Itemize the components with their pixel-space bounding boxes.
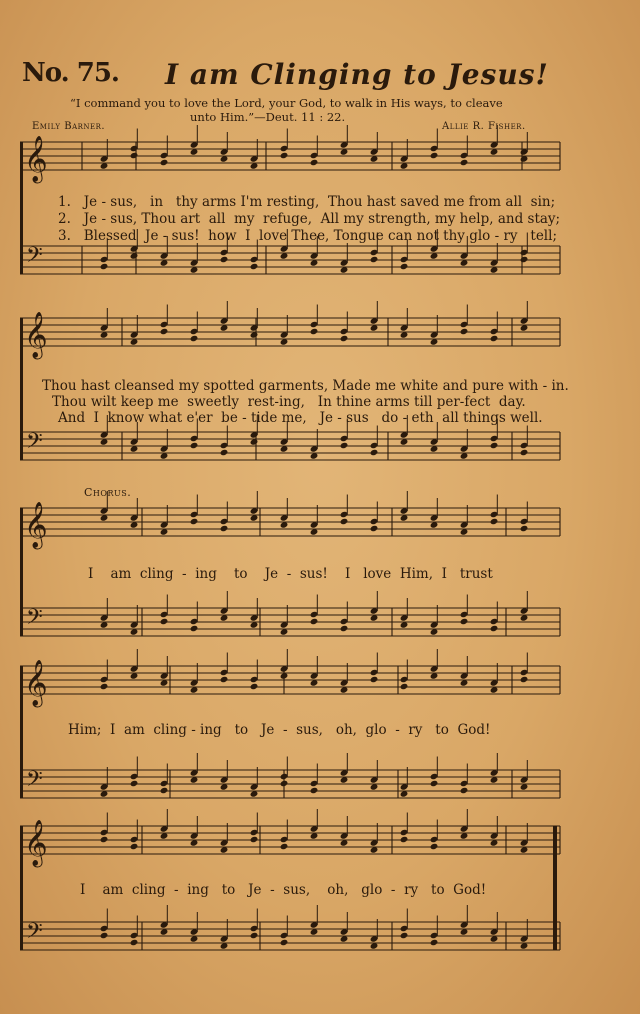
treble-note-3-head2-14 xyxy=(520,525,529,532)
bass-note-1-head2-5 xyxy=(250,263,259,270)
bass-note-4-head2-6 xyxy=(280,780,289,787)
treble-note-2-head2-7 xyxy=(310,328,319,335)
treble-note-4-head2-10 xyxy=(400,683,409,690)
bass-clef-3: 𝄢 xyxy=(26,605,43,635)
chorus-line-1: I am cling - ing to Je - sus! I love Him, I trust xyxy=(88,566,493,582)
treble-note-5-head2-6 xyxy=(280,843,289,850)
hymn-number: No. 75. xyxy=(22,58,119,88)
treble-note-2-head2-8 xyxy=(340,335,349,342)
composer-credit: Allie R. Fisher. xyxy=(442,121,526,132)
bass-note-1-head2-4 xyxy=(220,256,229,263)
verse-2-line-b: Thou wilt keep me sweetly rest-ing, In thine arms till per-fect day. xyxy=(52,394,526,410)
system-brace-2 xyxy=(20,318,23,460)
bass-note-2-head2-3 xyxy=(190,442,199,449)
treble-clef-3: 𝄞 xyxy=(24,502,48,548)
bass-note-1-head2-9 xyxy=(370,256,379,263)
treble-note-4-head2-9 xyxy=(370,676,379,683)
treble-note-1-head2-7 xyxy=(310,159,319,166)
bass-note-4-head2-2 xyxy=(160,787,169,794)
bass-note-4-head2-12 xyxy=(460,787,469,794)
bass-note-2-head2-14 xyxy=(520,449,529,456)
chorus-label: Chorus. xyxy=(84,486,132,499)
chorus-line-3: I am cling - ing to Je - sus, oh, glo - ry to God! xyxy=(80,882,487,898)
verse-3-line-a: 3. Blessed Je - sus! how I love Thee, Tongue can not thy glo - ry tell; xyxy=(58,228,557,244)
system-brace-4 xyxy=(20,666,23,798)
treble-note-1-head2-2 xyxy=(160,159,169,166)
treble-note-2-head2-12 xyxy=(460,328,469,335)
bass-staff-3 xyxy=(20,608,560,636)
chorus-line-2: Him; I am cling - ing to Je - sus, oh, glo - ry to God! xyxy=(68,722,491,738)
bass-note-5-head2-6 xyxy=(280,939,289,946)
system-brace-3 xyxy=(20,508,23,636)
system-brace-1 xyxy=(20,142,23,274)
bass-note-5-head2-0 xyxy=(100,932,109,939)
treble-note-4-head2-14 xyxy=(520,676,529,683)
bass-clef-1: 𝄢 xyxy=(26,243,43,273)
bass-clef-4: 𝄢 xyxy=(26,767,43,797)
bass-clef-2: 𝄢 xyxy=(26,429,43,459)
author-credit: Emily Barner. xyxy=(32,121,106,132)
treble-note-5-head2-10 xyxy=(400,836,409,843)
verse-3-line-b: And I know what e'er be - tide me, Je - sus do - eth all things well. xyxy=(58,410,543,426)
treble-clef-5: 𝄞 xyxy=(24,820,48,866)
treble-clef-1: 𝄞 xyxy=(24,136,48,182)
treble-clef-4: 𝄞 xyxy=(24,660,48,706)
treble-note-1-head2-11 xyxy=(430,152,439,159)
verse-1-line-b: Thou hast cleansed my spotted garments, Made me white and pure with - in. xyxy=(42,378,569,394)
treble-note-4-head2-4 xyxy=(220,676,229,683)
treble-note-5-head2-5 xyxy=(250,836,259,843)
epigraph-line-1: “I command you to love the Lord, your God, to walk in His ways, to cleave xyxy=(70,96,503,110)
bass-note-5-head2-1 xyxy=(130,939,139,946)
epigraph-line-2: unto Him.”—Deut. 11 : 22. xyxy=(190,110,346,124)
bass-note-4-head2-7 xyxy=(310,787,319,794)
treble-note-3-head2-3 xyxy=(190,518,199,525)
treble-note-4-head2-5 xyxy=(250,683,259,690)
treble-note-2-head2-2 xyxy=(160,328,169,335)
bass-note-5-head2-11 xyxy=(430,939,439,946)
treble-note-1-head2-6 xyxy=(280,152,289,159)
final-barline xyxy=(553,826,557,950)
treble-note-2-head2-3 xyxy=(190,335,199,342)
treble-note-1-head2-12 xyxy=(460,159,469,166)
bass-note-3-head2-3 xyxy=(190,625,199,632)
treble-note-5-head2-11 xyxy=(430,843,439,850)
bass-note-1-head2-0 xyxy=(100,263,109,270)
treble-note-3-head2-4 xyxy=(220,525,229,532)
bass-note-2-head2-13 xyxy=(490,442,499,449)
bass-note-2-head2-8 xyxy=(340,442,349,449)
bass-note-3-head2-12 xyxy=(460,618,469,625)
treble-note-5-head2-0 xyxy=(100,836,109,843)
treble-note-5-head2-1 xyxy=(130,843,139,850)
bass-note-3-head2-2 xyxy=(160,618,169,625)
treble-note-4-head2-0 xyxy=(100,683,109,690)
bass-note-4-head2-11 xyxy=(430,780,439,787)
treble-note-3-head2-9 xyxy=(370,525,379,532)
bass-note-2-head2-4 xyxy=(220,449,229,456)
treble-note-3-head2-13 xyxy=(490,518,499,525)
treble-clef-2: 𝄞 xyxy=(24,312,48,358)
treble-note-1-head2-1 xyxy=(130,152,139,159)
treble-staff-2 xyxy=(20,318,560,346)
hymn-title: I am Clinging to Jesus! xyxy=(165,58,549,91)
bass-note-5-head2-10 xyxy=(400,932,409,939)
bass-note-1-head2-14 xyxy=(520,256,529,263)
treble-note-3-head2-8 xyxy=(340,518,349,525)
bass-note-5-head2-5 xyxy=(250,932,259,939)
bass-note-1-head2-10 xyxy=(400,263,409,270)
bass-note-3-head2-7 xyxy=(310,618,319,625)
bass-clef-5: 𝄢 xyxy=(26,919,43,949)
bass-note-4-head2-1 xyxy=(130,780,139,787)
verse-2-line-a: 2. Je - sus, Thou art all my refuge, All my strength, my help, and stay; xyxy=(58,211,561,227)
system-brace-5 xyxy=(20,826,23,950)
verse-1-line-a: 1. Je - sus, in thy arms I'm resting, Thou hast saved me from all sin; xyxy=(58,194,556,210)
bass-note-2-head2-9 xyxy=(370,449,379,456)
treble-note-2-head2-13 xyxy=(490,335,499,342)
bass-note-3-head2-8 xyxy=(340,625,349,632)
bass-note-3-head2-13 xyxy=(490,625,499,632)
